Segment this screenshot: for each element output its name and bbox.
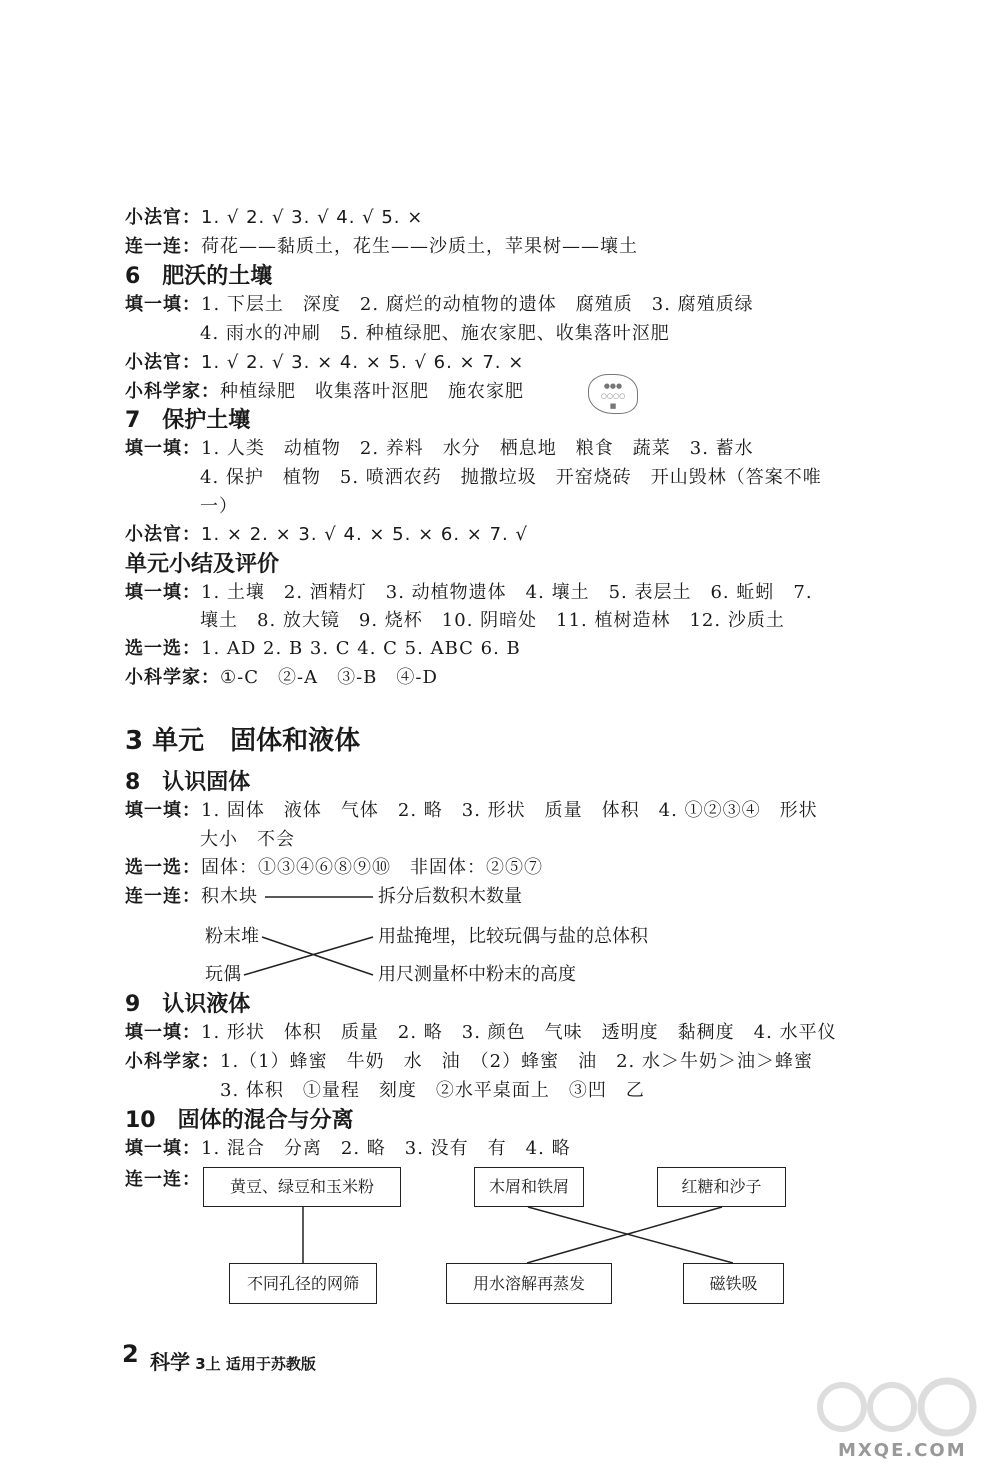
match-right-3: 用尺测量杯中粉末的高度 bbox=[378, 964, 576, 985]
subject: 科学 bbox=[150, 1350, 190, 1374]
s6-fill-line2: 4. 雨水的冲刷 5. 种植绿肥、施农家肥、收集落叶沤肥 bbox=[200, 323, 670, 344]
match-right-2: 用盐掩埋，比较玩偶与盐的总体积 bbox=[378, 926, 648, 947]
label: 小法官： bbox=[125, 207, 201, 228]
label: 选一选： bbox=[125, 638, 201, 659]
box-sawdust-iron: 木屑和铁屑 bbox=[474, 1167, 584, 1207]
answer: 1. 固体 液体 气体 2. 略 3. 形状 质量 体积 4. ①②③④ 形状 bbox=[201, 800, 818, 821]
section-title-9: 9 认识液体 bbox=[125, 992, 251, 1017]
label: 小科学家： bbox=[125, 1051, 220, 1072]
s7-fill-line3: 一） bbox=[200, 496, 238, 517]
section-title-7: 7 保护土壤 bbox=[125, 408, 251, 433]
answer: 1. 土壤 2. 酒精灯 3. 动植物遗体 4. 壤土 5. 表层土 6. 蚯蚓 7. bbox=[201, 582, 813, 603]
box-dissolve: 用水溶解再蒸发 bbox=[446, 1263, 612, 1304]
page-number: 2 bbox=[122, 1340, 139, 1368]
label: 连一连： bbox=[125, 1169, 201, 1190]
answer: 1. 形状 体积 质量 2. 略 3. 颜色 气味 透明度 黏稠度 4. 水平仪 bbox=[201, 1022, 837, 1043]
answer: 1. √ 2. √ 3. √ 4. √ 5. × bbox=[201, 207, 424, 228]
grade: 3上 bbox=[195, 1355, 221, 1373]
answer: 1. 混合 分离 2. 略 3. 没有 有 4. 略 bbox=[201, 1138, 571, 1159]
watermark-text: MXQE.COM bbox=[838, 1440, 967, 1461]
match-left-3: 玩偶 bbox=[205, 964, 241, 985]
s7-fill-line2: 4. 保护 植物 5. 喷洒农药 抛撒垃圾 开窑烧砖 开山毁林（答案不唯 bbox=[200, 467, 822, 488]
box-sieve: 不同孔径的网筛 bbox=[229, 1263, 377, 1304]
footer-subject bbox=[150, 1346, 316, 1375]
answer: 固体：①③④⑥⑧⑨⑩ 非固体：②⑤⑦ bbox=[201, 857, 543, 878]
box-magnet: 磁铁吸 bbox=[683, 1263, 784, 1304]
label: 小法官： bbox=[125, 524, 201, 545]
label: 填一填： bbox=[125, 1022, 201, 1043]
label: 小科学家： bbox=[125, 667, 220, 688]
answer: 1.（1）蜂蜜 牛奶 水 油 （2）蜂蜜 油 2. 水＞牛奶＞油＞蜂蜜 bbox=[220, 1051, 813, 1072]
label: 填一填： bbox=[125, 800, 201, 821]
answer: 种植绿肥 收集落叶沤肥 施农家肥 bbox=[220, 381, 524, 402]
match-left-1: 积木块 bbox=[201, 886, 258, 907]
label: 填一填： bbox=[125, 294, 201, 315]
section-title-summary: 单元小结及评价 bbox=[125, 552, 280, 577]
stamp-icon: ●●● ○○○○ ■ bbox=[588, 374, 638, 414]
section-title-10: 10 固体的混合与分离 bbox=[125, 1108, 354, 1133]
section-title-6: 6 肥沃的土壤 bbox=[125, 264, 273, 289]
match-right-1: 拆分后数积木数量 bbox=[378, 886, 522, 907]
answer: 1. √ 2. √ 3. × 4. × 5. √ 6. × 7. × bbox=[201, 352, 525, 373]
label: 连一连： bbox=[125, 236, 201, 257]
answer: 1. 下层土 深度 2. 腐烂的动植物的遗体 腐殖质 3. 腐殖质绿 bbox=[201, 294, 754, 315]
label: 选一选： bbox=[125, 857, 201, 878]
label: 填一填： bbox=[125, 1138, 201, 1159]
answer: 1. AD 2. B 3. C 4. C 5. ABC 6. B bbox=[201, 638, 521, 659]
s9-scientist-line2: 3. 体积 ①量程 刻度 ②水平桌面上 ③凹 乙 bbox=[220, 1080, 645, 1101]
answer: 1. 人类 动植物 2. 养料 水分 栖息地 粮食 蔬菜 3. 蓄水 bbox=[201, 438, 754, 459]
s8-fill-line2: 大小 不会 bbox=[200, 829, 295, 850]
box-sugar-sand: 红糖和沙子 bbox=[657, 1167, 786, 1207]
label: 小法官： bbox=[125, 352, 201, 373]
unit-title-3: 3 单元 固体和液体 bbox=[125, 726, 361, 756]
section-title-8: 8 认识固体 bbox=[125, 770, 251, 795]
edition: 适用于苏教版 bbox=[225, 1355, 316, 1373]
match-left-2: 粉末堆 bbox=[205, 926, 259, 947]
label: 小科学家： bbox=[125, 381, 220, 402]
label: 填一填： bbox=[125, 582, 201, 603]
label: 连一连： bbox=[125, 886, 201, 907]
box-beans-corn: 黄豆、绿豆和玉米粉 bbox=[203, 1167, 401, 1207]
answer: 1. × 2. × 3. √ 4. × 5. × 6. × 7. √ bbox=[201, 524, 528, 545]
label: 填一填： bbox=[125, 438, 201, 459]
answer: ①-C ②-A ③-B ④-D bbox=[220, 667, 438, 688]
answer: 荷花——黏质土，花生——沙质土，苹果树——壤土 bbox=[201, 236, 638, 257]
summary-fill-line2: 壤土 8. 放大镜 9. 烧杯 10. 阴暗处 11. 植树造林 12. 沙质土 bbox=[200, 610, 785, 631]
